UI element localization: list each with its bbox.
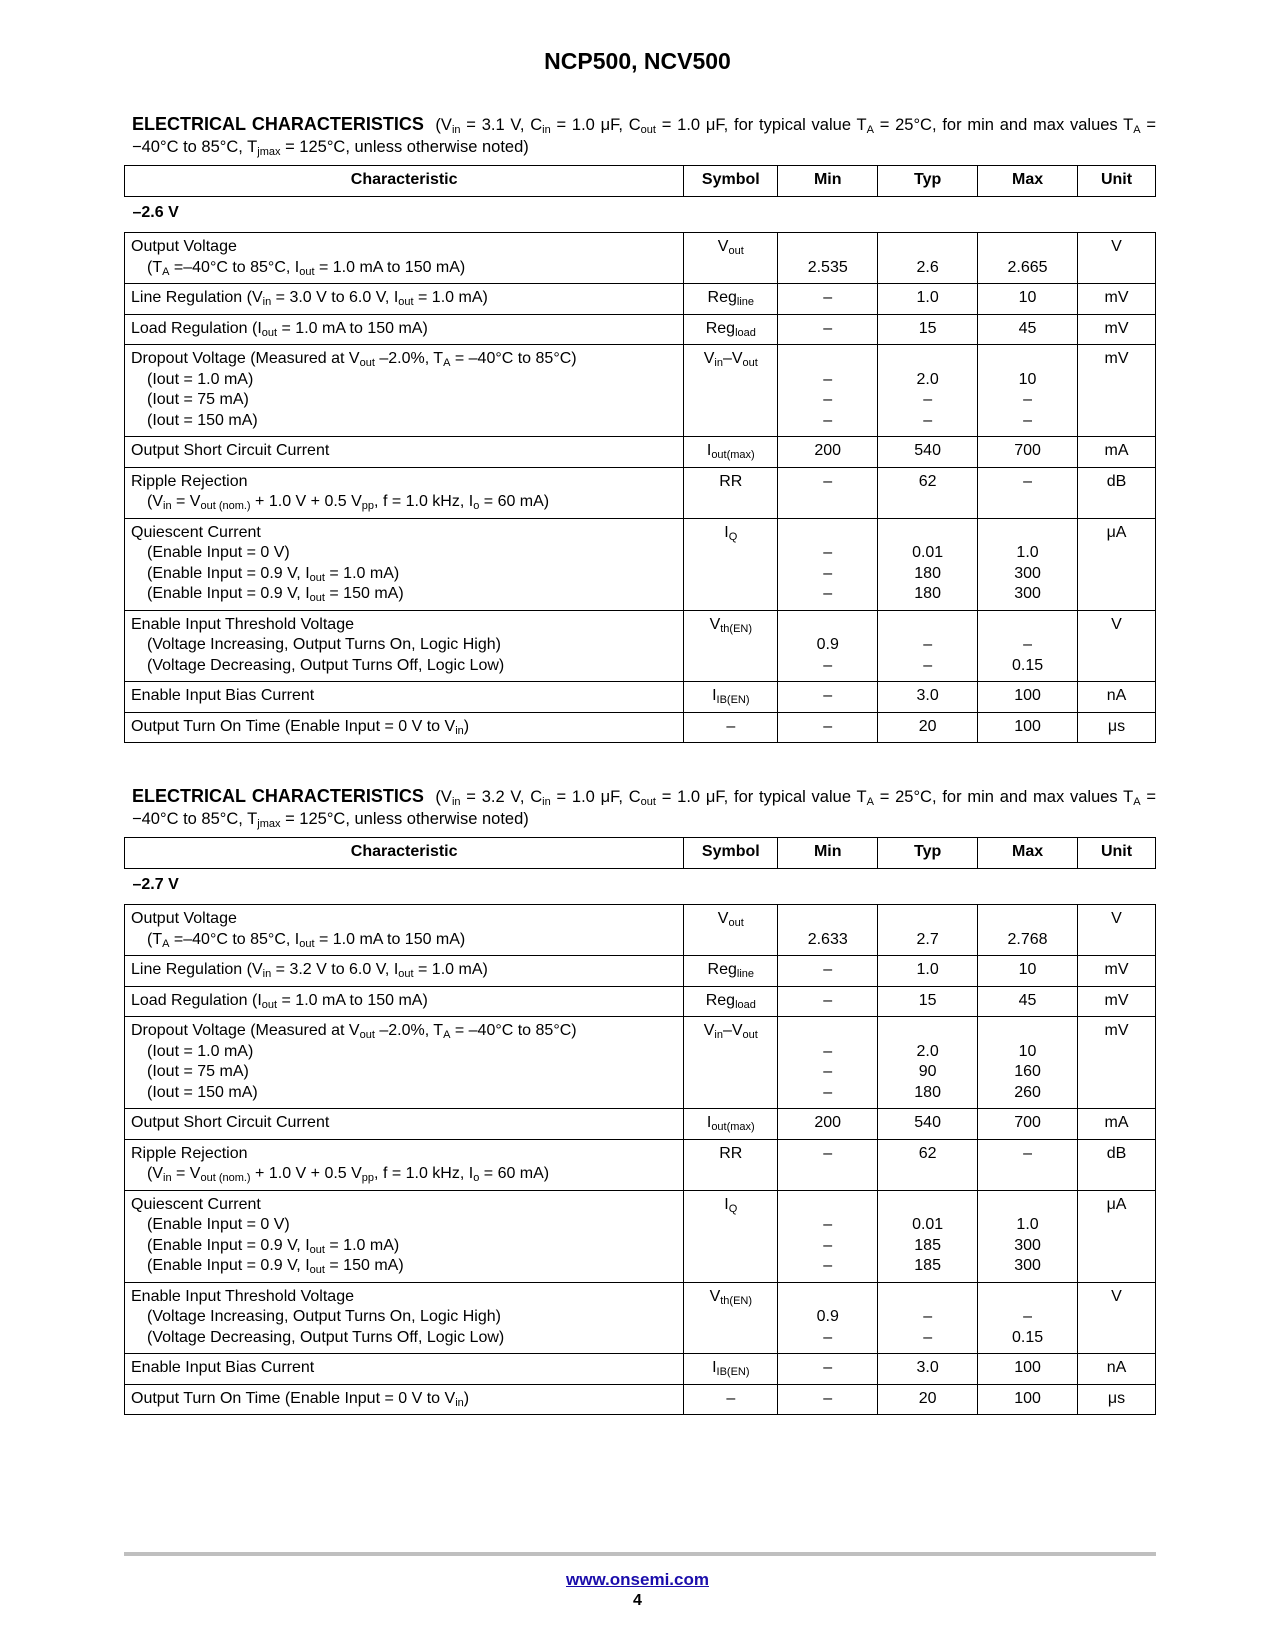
heading-vin: 3.1 bbox=[481, 116, 505, 134]
symbol-cell: Reg$_{line}$ bbox=[684, 956, 778, 987]
symbol-cell: Reg$_{load}$ bbox=[684, 986, 778, 1017]
table-row bbox=[125, 233, 1156, 284]
max-cell: 100 bbox=[978, 712, 1078, 743]
table-row bbox=[125, 956, 1156, 987]
typ-cell: 1.0 bbox=[878, 284, 978, 315]
table-row bbox=[125, 1354, 1156, 1385]
typ-cell: – – bbox=[878, 610, 978, 682]
char-cell: Quiescent Current (Enable Input = 0 V) (Enable Input = 0.9 V, $I_{out} = 1.0$ mA) (Enable Input = 0.9 V, $I_{out} = 150$ mA) bbox=[125, 518, 684, 610]
max-cell: 1.0 300 300 bbox=[978, 1190, 1078, 1282]
spec-table bbox=[124, 165, 1156, 743]
char-cell: Ripple Rejection ($V_{in} = V_{out (nom.)} + 1.0$ V + 0.5 $V_{pp}$, f = 1.0 kHz, $I_o = 60$ mA) bbox=[125, 1139, 684, 1190]
table-row bbox=[125, 986, 1156, 1017]
heading-vin: 3.2 bbox=[481, 788, 505, 806]
char-cell: Ripple Rejection ($V_{in} = V_{out (nom.)} + 1.0$ V + 0.5 $V_{pp}$, f = 1.0 kHz, $I_o = 60$ mA) bbox=[125, 467, 684, 518]
max-cell: 100 bbox=[978, 682, 1078, 713]
header-symbol: Symbol bbox=[684, 838, 778, 869]
char-cell: Load Regulation ($I_{out} = 1.0$ mA to 150 mA) bbox=[125, 986, 684, 1017]
min-cell: – bbox=[778, 986, 878, 1017]
typ-cell: 0.01 180 180 bbox=[878, 518, 978, 610]
char-cell: Output Turn On Time (Enable Input = 0 V to $V_{in}$) bbox=[125, 1384, 684, 1415]
typ-cell: 2.0 – – bbox=[878, 345, 978, 437]
max-cell: 2.768 bbox=[978, 905, 1078, 956]
symbol-cell: $I_{out(max)}$ bbox=[684, 437, 778, 468]
char-cell: Dropout Voltage (Measured at $V_{out}$ –2.0%, $T_A = -40^\circ C$ to 85°C) (Iout = 1.0 mA) (Iout = 75 mA) (Iout = 150 mA) bbox=[125, 345, 684, 437]
min-cell: – – – bbox=[778, 518, 878, 610]
section-heading: ELECTRICAL CHARACTERISTICS ($V_{in} = 3.1$ V, $C_{in} = 1.0$ μF, $C_{out} = 1.0$ μF, for typical value $T_A = 25^\circ C$, for min and max values $T_A = -40^\circ C$ to 85°C, $T_{jmax} = 125^\circ C$, unless otherwise noted) bbox=[132, 114, 1156, 158]
symbol-cell: $I_{IB(EN)}$ bbox=[684, 682, 778, 713]
symbol-cell: $V_{in}-V_{out}$ bbox=[684, 345, 778, 437]
header-typ: Typ bbox=[878, 166, 978, 197]
max-cell: – bbox=[978, 1139, 1078, 1190]
typ-cell: 15 bbox=[878, 986, 978, 1017]
max-cell: 1.0 300 300 bbox=[978, 518, 1078, 610]
table-row bbox=[125, 314, 1156, 345]
max-cell: – bbox=[978, 467, 1078, 518]
table-row bbox=[125, 1384, 1156, 1415]
unit-cell: V bbox=[1078, 1282, 1156, 1354]
min-cell: – bbox=[778, 1354, 878, 1385]
heading-title: ELECTRICAL CHARACTERISTICS bbox=[132, 114, 424, 134]
char-cell: Line Regulation ($V_{in} = 3.0$ V to 6.0 V, $I_{out} = 1.0$ mA) bbox=[125, 284, 684, 315]
unit-cell: mV bbox=[1078, 986, 1156, 1017]
unit-cell: V bbox=[1078, 610, 1156, 682]
char-cell: Load Regulation ($I_{out} = 1.0$ mA to 150 mA) bbox=[125, 314, 684, 345]
unit-cell: mV bbox=[1078, 284, 1156, 315]
min-cell: – bbox=[778, 956, 878, 987]
header-max: Max bbox=[978, 166, 1078, 197]
table-row bbox=[125, 682, 1156, 713]
symbol-cell: $I_Q$ bbox=[684, 518, 778, 610]
unit-cell: mA bbox=[1078, 437, 1156, 468]
symbol-cell: $I_{IB(EN)}$ bbox=[684, 1354, 778, 1385]
max-cell: 700 bbox=[978, 437, 1078, 468]
symbol-cell: $I_{out(max)}$ bbox=[684, 1109, 778, 1140]
table-row bbox=[125, 1109, 1156, 1140]
max-cell: 100 bbox=[978, 1354, 1078, 1385]
symbol-cell: $V_{out}$ bbox=[684, 233, 778, 284]
typ-cell: 20 bbox=[878, 1384, 978, 1415]
min-cell: 2.633 bbox=[778, 905, 878, 956]
unit-cell: mA bbox=[1078, 1109, 1156, 1140]
symbol-cell: $V_{in}-V_{out}$ bbox=[684, 1017, 778, 1109]
char-cell: Enable Input Threshold Voltage (Voltage Increasing, Output Turns On, Logic High) (Voltage Decreasing, Output Turns Off, Logic Low) bbox=[125, 1282, 684, 1354]
unit-cell: μA bbox=[1078, 1190, 1156, 1282]
table-row bbox=[125, 518, 1156, 610]
header-unit: Unit bbox=[1078, 166, 1156, 197]
min-cell: – bbox=[778, 1384, 878, 1415]
max-cell: 10 160 260 bbox=[978, 1017, 1078, 1109]
header-characteristic: Characteristic bbox=[125, 838, 684, 869]
unit-cell: dB bbox=[1078, 467, 1156, 518]
symbol-cell: $I_Q$ bbox=[684, 1190, 778, 1282]
header-typ: Typ bbox=[878, 838, 978, 869]
typ-cell: 15 bbox=[878, 314, 978, 345]
typ-cell: 3.0 bbox=[878, 1354, 978, 1385]
typ-cell: 2.7 bbox=[878, 905, 978, 956]
typ-cell: – – bbox=[878, 1282, 978, 1354]
symbol-cell: $V_{out}$ bbox=[684, 905, 778, 956]
typ-cell: 2.6 bbox=[878, 233, 978, 284]
unit-cell: dB bbox=[1078, 1139, 1156, 1190]
group-row bbox=[125, 196, 1156, 233]
char-cell: Output Short Circuit Current bbox=[125, 1109, 684, 1140]
char-cell: Output Short Circuit Current bbox=[125, 437, 684, 468]
min-cell: – bbox=[778, 1139, 878, 1190]
char-cell: Output Turn On Time (Enable Input = 0 V to $V_{in}$) bbox=[125, 712, 684, 743]
max-cell: 100 bbox=[978, 1384, 1078, 1415]
table-row bbox=[125, 467, 1156, 518]
min-cell: 2.535 bbox=[778, 233, 878, 284]
max-cell: 10 bbox=[978, 956, 1078, 987]
min-cell: 200 bbox=[778, 437, 878, 468]
max-cell: 10 bbox=[978, 284, 1078, 315]
max-cell: 700 bbox=[978, 1109, 1078, 1140]
max-cell: – 0.15 bbox=[978, 610, 1078, 682]
symbol-cell: RR bbox=[684, 1139, 778, 1190]
header-max: Max bbox=[978, 838, 1078, 869]
table-row bbox=[125, 1017, 1156, 1109]
table-row bbox=[125, 284, 1156, 315]
char-cell: Enable Input Threshold Voltage (Voltage Increasing, Output Turns On, Logic High) (Voltage Decreasing, Output Turns Off, Logic Low) bbox=[125, 610, 684, 682]
page-number: 4 bbox=[633, 1592, 642, 1609]
typ-cell: 62 bbox=[878, 467, 978, 518]
min-cell: – bbox=[778, 467, 878, 518]
footer-website-link[interactable]: www.onsemi.com bbox=[566, 1570, 709, 1589]
unit-cell: mV bbox=[1078, 345, 1156, 437]
unit-cell: V bbox=[1078, 233, 1156, 284]
unit-cell: mV bbox=[1078, 1017, 1156, 1109]
char-cell: Enable Input Bias Current bbox=[125, 1354, 684, 1385]
char-cell: Dropout Voltage (Measured at $V_{out}$ –2.0%, $T_A = -40^\circ C$ to 85°C) (Iout = 1.0 mA) (Iout = 75 mA) (Iout = 150 mA) bbox=[125, 1017, 684, 1109]
page-title: NCP500, NCV500 bbox=[544, 48, 731, 74]
unit-cell: μA bbox=[1078, 518, 1156, 610]
min-cell: 0.9 – bbox=[778, 610, 878, 682]
symbol-cell: $V_{th(EN)}$ bbox=[684, 1282, 778, 1354]
char-cell: Quiescent Current (Enable Input = 0 V) (Enable Input = 0.9 V, $I_{out} = 1.0$ mA) (Enable Input = 0.9 V, $I_{out} = 150$ mA) bbox=[125, 1190, 684, 1282]
min-cell: – bbox=[778, 712, 878, 743]
min-cell: – – – bbox=[778, 1017, 878, 1109]
typ-cell: 62 bbox=[878, 1139, 978, 1190]
group-label: –2.7 V bbox=[125, 868, 1156, 905]
table-row bbox=[125, 437, 1156, 468]
header-min: Min bbox=[778, 166, 878, 197]
max-cell: 2.665 bbox=[978, 233, 1078, 284]
group-row bbox=[125, 868, 1156, 905]
min-cell: – bbox=[778, 314, 878, 345]
typ-cell: 1.0 bbox=[878, 956, 978, 987]
table-row bbox=[125, 610, 1156, 682]
section-heading: ELECTRICAL CHARACTERISTICS ($V_{in} = 3.2$ V, $C_{in} = 1.0$ μF, $C_{out} = 1.0$ μF, for typical value $T_A = 25^\circ C$, for min and max values $T_A = -40^\circ C$ to 85°C, $T_{jmax} = 125^\circ C$, unless otherwise noted) bbox=[132, 786, 1156, 830]
section-2-6v bbox=[124, 113, 1156, 743]
typ-cell: 3.0 bbox=[878, 682, 978, 713]
max-cell: 45 bbox=[978, 986, 1078, 1017]
table-row bbox=[125, 345, 1156, 437]
min-cell: 200 bbox=[778, 1109, 878, 1140]
min-cell: – bbox=[778, 682, 878, 713]
char-cell: Line Regulation ($V_{in} = 3.2$ V to 6.0 V, $I_{out} = 1.0$ mA) bbox=[125, 956, 684, 987]
table-row bbox=[125, 1190, 1156, 1282]
table-header-row bbox=[125, 838, 1156, 869]
table-row bbox=[125, 905, 1156, 956]
typ-cell: 0.01 185 185 bbox=[878, 1190, 978, 1282]
symbol-cell: – bbox=[684, 712, 778, 743]
typ-cell: 2.0 90 180 bbox=[878, 1017, 978, 1109]
header-characteristic: Characteristic bbox=[125, 166, 684, 197]
typ-cell: 540 bbox=[878, 437, 978, 468]
typ-cell: 20 bbox=[878, 712, 978, 743]
table-row bbox=[125, 1282, 1156, 1354]
symbol-cell: $V_{th(EN)}$ bbox=[684, 610, 778, 682]
section-2-7v bbox=[124, 785, 1156, 1415]
header-unit: Unit bbox=[1078, 838, 1156, 869]
unit-cell: mV bbox=[1078, 314, 1156, 345]
char-cell: Output Voltage ($T_A =-40^\circ C$ to 85°C, $I_{out} = 1.0$ mA to 150 mA) bbox=[125, 905, 684, 956]
symbol-cell: Reg$_{line}$ bbox=[684, 284, 778, 315]
footer-divider bbox=[124, 1552, 1156, 1556]
heading-title: ELECTRICAL CHARACTERISTICS bbox=[132, 786, 424, 806]
unit-cell: μs bbox=[1078, 712, 1156, 743]
min-cell: – bbox=[778, 284, 878, 315]
min-cell: 0.9 – bbox=[778, 1282, 878, 1354]
unit-cell: mV bbox=[1078, 956, 1156, 987]
char-cell: Enable Input Bias Current bbox=[125, 682, 684, 713]
max-cell: 10 – – bbox=[978, 345, 1078, 437]
symbol-cell: – bbox=[684, 1384, 778, 1415]
symbol-cell: RR bbox=[684, 467, 778, 518]
header-symbol: Symbol bbox=[684, 166, 778, 197]
typ-cell: 540 bbox=[878, 1109, 978, 1140]
unit-cell: nA bbox=[1078, 1354, 1156, 1385]
group-label: –2.6 V bbox=[125, 196, 1156, 233]
unit-cell: V bbox=[1078, 905, 1156, 956]
char-cell: Output Voltage ($T_A =-40^\circ C$ to 85°C, $I_{out} = 1.0$ mA to 150 mA) bbox=[125, 233, 684, 284]
table-header-row bbox=[125, 166, 1156, 197]
max-cell: 45 bbox=[978, 314, 1078, 345]
max-cell: – 0.15 bbox=[978, 1282, 1078, 1354]
table-row bbox=[125, 1139, 1156, 1190]
min-cell: – – – bbox=[778, 1190, 878, 1282]
min-cell: – – – bbox=[778, 345, 878, 437]
table-row bbox=[125, 712, 1156, 743]
header-min: Min bbox=[778, 838, 878, 869]
unit-cell: μs bbox=[1078, 1384, 1156, 1415]
unit-cell: nA bbox=[1078, 682, 1156, 713]
spec-table bbox=[124, 837, 1156, 1415]
symbol-cell: Reg$_{load}$ bbox=[684, 314, 778, 345]
